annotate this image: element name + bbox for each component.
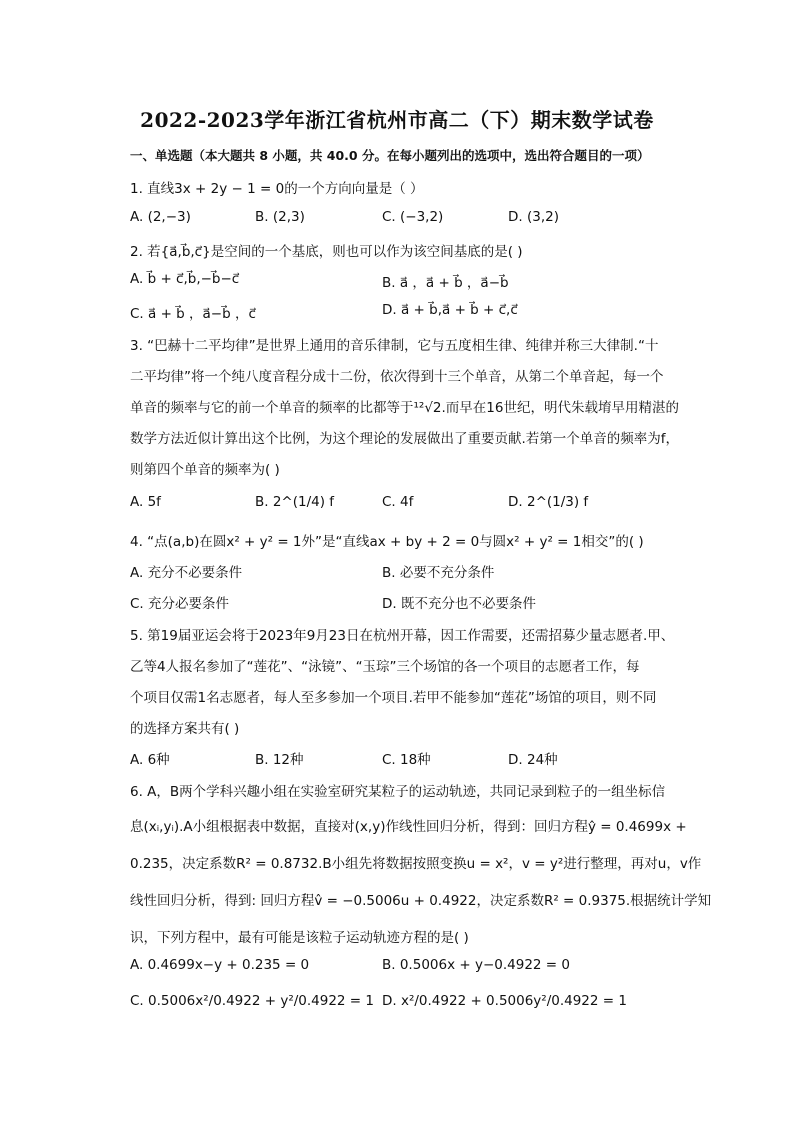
question-3-option-d: D. 2^(1/3) f bbox=[508, 494, 589, 510]
question-2-option-a: A. b⃗ + c⃗,b⃗,−b⃗−c⃗ bbox=[130, 271, 240, 287]
question-5-option-d: D. 24种 bbox=[508, 752, 558, 768]
question-1-option-d: D. (3,2) bbox=[508, 209, 559, 225]
question-4-option-b: B. 必要不充分条件 bbox=[382, 565, 495, 581]
question-3-option-c: C. 4f bbox=[382, 494, 414, 510]
question-1-stem: 1. 直线3x + 2y − 1 = 0的一个方向向量是（ ） bbox=[130, 181, 424, 197]
question-1-option-a: A. (2,−3) bbox=[130, 209, 191, 225]
question-3-line-5: 则第四个单音的频率为( ) bbox=[130, 462, 280, 478]
question-3-option-a: A. 5f bbox=[130, 494, 161, 510]
question-5-option-b: B. 12种 bbox=[255, 752, 304, 768]
question-2-stem: 2. 若{a⃗,b⃗,c⃗}是空间的一个基底，则也可以作为该空间基底的是( ) bbox=[130, 244, 523, 260]
question-3-line-2: 二平均律”将一个纯八度音程分成十二份，依次得到十三个单音，从第二个单音起，每一个 bbox=[130, 369, 664, 385]
question-1-option-b: B. (2,3) bbox=[255, 209, 305, 225]
exam-title: 2022-2023学年浙江省杭州市高二（下）期末数学试卷 bbox=[140, 108, 654, 132]
question-4-stem: 4. “点(a,b)在圆x² + y² = 1外”是“直线ax + by + 2 = 0与圆x² + y² = 1相交”的( ) bbox=[130, 534, 644, 550]
question-5-option-a: A. 6种 bbox=[130, 752, 170, 768]
question-5-line-3: 个项目仅需1名志愿者，每人至多参加一个项目.若甲不能参加“莲花”场馆的项目，则不同 bbox=[130, 690, 657, 706]
question-3-line-4: 数学方法近似计算出这个比例，为这个理论的发展做出了重要贡献.若第一个单音的频率为f， bbox=[130, 431, 680, 447]
question-4-option-d: D. 既不充分也不必要条件 bbox=[382, 596, 536, 612]
question-6-line-4: 线性回归分析，得到: 回归方程v̂ = −0.5006u + 0.4922，决定系数R² = 0.9375.根据统计学知 bbox=[130, 893, 712, 909]
question-4-option-c: C. 充分必要条件 bbox=[130, 596, 230, 612]
question-5-line-2: 乙等4人报名参加了“莲花”、“泳镜”、“玉琮”三个场馆的各一个项目的志愿者工作，每 bbox=[130, 659, 640, 675]
question-6-option-d: D. x²/0.4922 + 0.5006y²/0.4922 = 1 bbox=[382, 993, 627, 1009]
question-6-line-2: 息(xᵢ,yᵢ).A小组根据表中数据，直接对(x,y)作线性回归分析，得到：回归方程ŷ = 0.4699x + bbox=[130, 819, 687, 835]
question-6-option-c: C. 0.5006x²/0.4922 + y²/0.4922 = 1 bbox=[130, 993, 374, 1009]
question-5-line-1: 5. 第19届亚运会将于2023年9月23日在杭州开幕，因工作需要，还需招募少量志愿者.甲、 bbox=[130, 628, 675, 644]
question-3-option-b: B. 2^(1/4) f bbox=[255, 494, 335, 510]
question-2-option-c: C. a⃗ + b⃗ ，a⃗−b⃗ ，c⃗ bbox=[130, 306, 256, 322]
question-5-option-c: C. 18种 bbox=[382, 752, 431, 768]
question-3-line-1: 3. “巴赫十二平均律”是世界上通用的音乐律制，它与五度相生律、纯律并称三大律制.“十 bbox=[130, 338, 659, 354]
question-1-option-c: C. (−3,2) bbox=[382, 209, 444, 225]
question-6-option-a: A. 0.4699x−y + 0.235 = 0 bbox=[130, 957, 310, 973]
question-6-line-5: 识，下列方程中，最有可能是该粒子运动轨迹方程的是( ) bbox=[130, 930, 469, 946]
question-6-option-b: B. 0.5006x + y−0.4922 = 0 bbox=[382, 957, 570, 973]
question-2-option-b: B. a⃗ ，a⃗ + b⃗ ，a⃗−b⃗ bbox=[382, 275, 509, 291]
question-3-line-3: 单音的频率与它的前一个单音的频率的比都等于¹²√2.而早在16世纪，明代朱载堉早用精湛的 bbox=[130, 400, 679, 416]
question-6-line-1: 6. A，B两个学科兴趣小组在实验室研究某粒子的运动轨迹，共同记录到粒子的一组坐标信 bbox=[130, 784, 666, 800]
section-heading: 一、单选题（本大题共 8 小题，共 40.0 分。在每小题列出的选项中，选出符合题目的一项） bbox=[130, 148, 650, 163]
question-2-option-d: D. a⃗ + b⃗,a⃗ + b⃗ + c⃗,c⃗ bbox=[382, 302, 518, 318]
question-5-line-4: 的选择方案共有( ) bbox=[130, 721, 240, 737]
question-4-option-a: A. 充分不必要条件 bbox=[130, 565, 243, 581]
question-6-line-3: 0.235，决定系数R² = 0.8732.B小组先将数据按照变换u = x²，v = y²进行整理，再对u，v作 bbox=[130, 856, 702, 872]
